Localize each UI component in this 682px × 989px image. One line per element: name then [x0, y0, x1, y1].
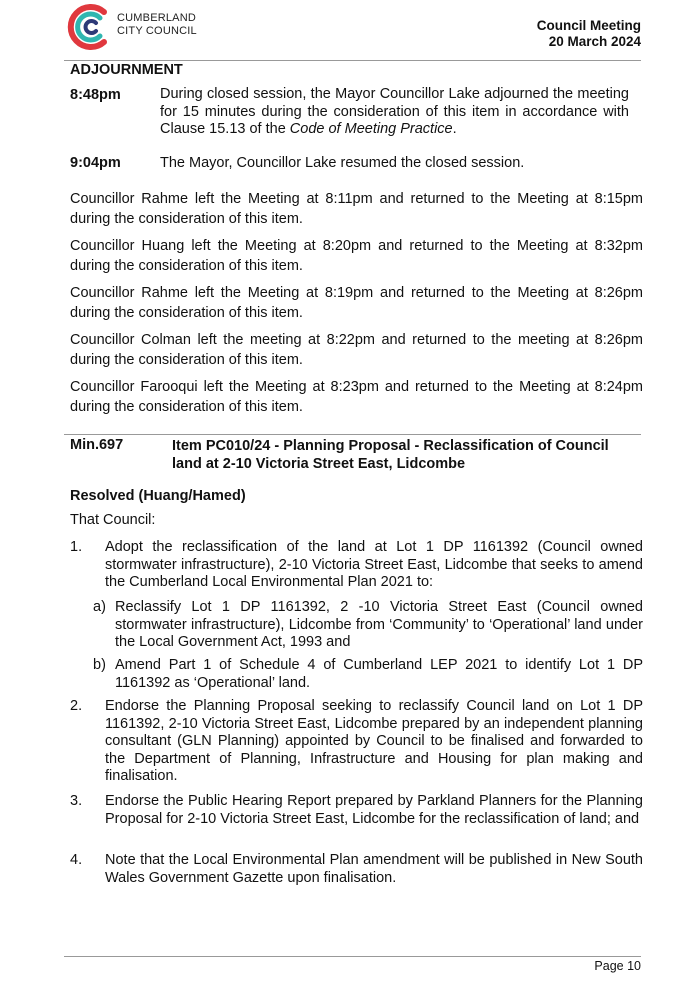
subitem-text: Reclassify Lot 1 DP 1161392, 2 -10 Victoria Street East (Council owned stormwater infrastructure), Lidcombe from ‘Community’ to ‘Operational’ land under the Local Government Act, 1993 and	[115, 599, 643, 651]
subitem-label: b)	[93, 657, 106, 673]
attendance-note: Councillor Colman left the meeting at 8:22pm and returned to the meeting at 8:26pm during the consideration of this item.	[70, 332, 643, 368]
adjournment-heading: ADJOURNMENT	[70, 62, 183, 78]
resolution-item-number: 2.	[70, 698, 83, 714]
meeting-header	[537, 18, 641, 50]
subitem-text: Amend Part 1 of Schedule 4 of Cumberland LEP 2021 to identify Lot 1 DP 1161392 as ‘Operational’ land.	[115, 657, 643, 691]
resolution-item-number: 1.	[70, 539, 83, 555]
resolution-item-number: 4.	[70, 852, 83, 868]
resolution-heading: Resolved (Huang/Hamed)	[70, 488, 246, 504]
resolution-item-number: 3.	[70, 793, 83, 809]
resolution-item-text: Adopt the reclassification of the land at Lot 1 DP 1161392 (Council owned stormwater infrastructure), 2-10 Victoria Street East, Lidcombe that seeks to amend the Cumberland Local Environmental Plan 2021 to:	[105, 539, 643, 591]
page-number: Page 10	[594, 959, 641, 973]
subitem-label: a)	[93, 599, 106, 615]
org-name-line2: CITY COUNCIL	[117, 24, 197, 37]
header-divider	[64, 60, 641, 61]
resolution-subitem	[93, 657, 643, 692]
resolution-subitem	[93, 599, 643, 652]
org-name-line1: CUMBERLAND	[117, 12, 197, 24]
resolution-item-text: Endorse the Public Hearing Report prepared by Parkland Planners for the Planning Proposal for 2-10 Victoria Street East, Lidcombe for the reclassification of land; and	[105, 793, 643, 827]
org-name	[117, 12, 197, 37]
adjournment-text-1: During closed session, the Mayor Councillor Lake adjourned the meeting for 15 minutes during the consideration of this item in accordance with Clause 15.13 of the Code of Meeting Practice.	[160, 86, 629, 138]
attendance-note: Councillor Huang left the Meeting at 8:20pm and returned to the Meeting at 8:32pm during the consideration of this item.	[70, 238, 643, 274]
council-logo-icon	[64, 2, 114, 52]
meeting-title: Council Meeting	[536, 18, 641, 33]
minute-divider	[64, 434, 641, 435]
footer-divider	[64, 956, 641, 957]
adjournment-time-1: 8:48pm	[70, 87, 121, 103]
attendance-note: Councillor Farooqui left the Meeting at 8:23pm and returned to the Meeting at 8:24pm during the consideration of this item.	[70, 379, 643, 415]
attendance-note: Councillor Rahme left the Meeting at 8:11pm and returned to the Meeting at 8:15pm during the consideration of this item.	[70, 191, 643, 227]
resolution-item-text: Endorse the Planning Proposal seeking to reclassify Council land on Lot 1 DP 1161392, 2-10 Victoria Street East, Lidcombe prepared by an independent planning consultant (GLN Planning) appointed by Council to be finalised and forwarded to the Department of Planning, Infrastructure and Housing for plan making and finalisation.	[105, 698, 643, 785]
adjournment-text-2: The Mayor, Councillor Lake resumed the closed session.	[160, 155, 525, 171]
attendance-note: Councillor Rahme left the Meeting at 8:19pm and returned to the Meeting at 8:26pm during the consideration of this item.	[70, 285, 643, 321]
minute-number: Min.697	[70, 437, 124, 453]
minute-title: Item PC010/24 - Planning Proposal - Reclassification of Council land at 2-10 Victoria Street East, Lidcombe	[172, 438, 609, 472]
meeting-date: 20 March 2024	[548, 34, 641, 49]
adjournment-time-2: 9:04pm	[70, 155, 121, 171]
resolution-intro: That Council:	[70, 512, 156, 528]
resolution-item-text: Note that the Local Environmental Plan amendment will be published in New South Wales Government Gazette upon finalisation.	[105, 852, 643, 886]
